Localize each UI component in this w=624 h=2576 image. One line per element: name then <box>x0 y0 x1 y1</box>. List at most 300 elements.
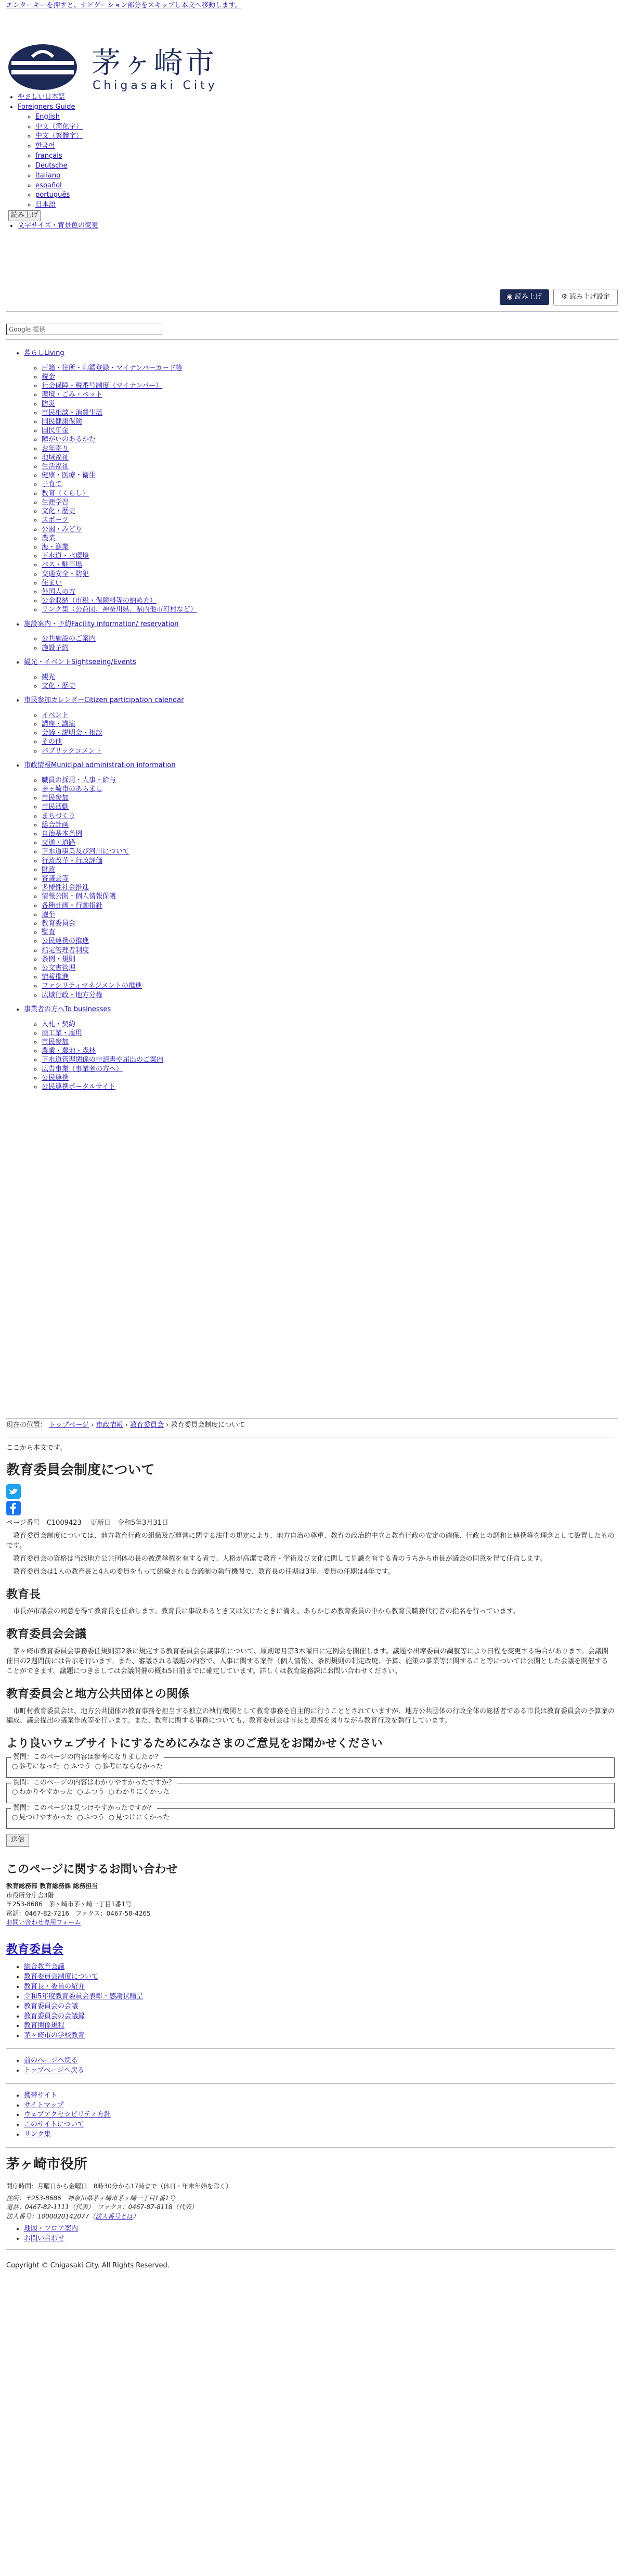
gnav-item <box>42 991 624 1000</box>
contact-office: 市役所分庁舎3階 <box>6 1891 54 1899</box>
gnav-item <box>42 507 624 516</box>
gnav-item-link[interactable]: 市民相談・消費生活 <box>42 409 103 417</box>
top-nav <box>0 93 98 231</box>
gnav-item-link[interactable]: 国民年金 <box>42 427 69 435</box>
radio-label[interactable]: わかりにくかった <box>115 1788 170 1796</box>
gnav-item <box>42 462 624 471</box>
gnav-item <box>42 480 624 489</box>
language-link[interactable]: español <box>35 181 62 189</box>
gnav-item <box>42 516 624 525</box>
gnav-item <box>42 1038 624 1047</box>
gnav-item-link[interactable]: その他 <box>42 738 62 746</box>
foreigners-guide-link[interactable]: Foreigners Guide <box>18 103 75 111</box>
contact-postal: 〒253-8686 茅ヶ崎市茅ヶ崎一丁目1番1号 <box>6 1901 132 1908</box>
gnav-item-link[interactable]: 文化・歴史 <box>42 682 76 690</box>
gnav-item-link[interactable]: 選挙 <box>42 910 56 919</box>
page-meta: ページ番号 C1009423 更新日 令和5年3月31日 <box>6 1519 168 1527</box>
gnav-item-link[interactable]: 障がいのあるかた <box>42 436 96 444</box>
gnav-item <box>42 390 624 399</box>
footer-address: 住所：〒253-8686 神奈川県茅ヶ崎市茅ヶ崎一丁目1番1号 <box>6 2195 176 2202</box>
radio-label[interactable]: 参考になった <box>19 1763 60 1771</box>
gnav-item-link[interactable]: ファシリティマネジメントの推進 <box>42 982 142 990</box>
radio-label[interactable]: 参考にならなかった <box>102 1763 163 1771</box>
related-item <box>24 1982 615 1992</box>
read-aloud-button[interactable]: 読み上げ <box>8 210 41 221</box>
footer-nav-link[interactable]: リンク集 <box>24 2131 51 2139</box>
gnav-item <box>42 955 624 964</box>
gnav-item <box>42 417 624 426</box>
gnav-item <box>42 973 624 981</box>
gnav-item <box>42 634 624 643</box>
page-nav-link[interactable]: 前のページへ戻る <box>24 2057 78 2065</box>
gnav-item-link[interactable]: 環境・ごみ・ペット <box>42 391 103 399</box>
related-item <box>24 2012 615 2022</box>
gnav-item-link[interactable]: 公民連携 <box>42 1074 69 1082</box>
related-item <box>24 2002 615 2012</box>
radio-label[interactable]: ふつう <box>84 1813 105 1821</box>
gnav-item-link[interactable]: 交通安全・防犯 <box>42 570 89 578</box>
gnav-item <box>42 471 624 480</box>
footer-nav-link[interactable]: サイトマップ <box>24 2101 64 2109</box>
gnav-category-link[interactable]: 暮らしLiving <box>24 349 64 357</box>
gnav-category <box>24 620 624 653</box>
text-size-link[interactable]: 文字サイズ・背景色の変更 <box>18 221 98 229</box>
gnav-item <box>42 426 624 435</box>
gnav-item-link[interactable]: 総合計画 <box>42 821 69 829</box>
read-button[interactable] <box>500 289 550 305</box>
gnav-category <box>24 1005 624 1091</box>
footer-address-block <box>6 2194 615 2221</box>
footer-title: 茅ヶ崎市役所 <box>6 2156 88 2172</box>
gnav-item-link[interactable]: 入札・契約 <box>42 1020 76 1028</box>
language-item <box>35 181 98 191</box>
related-heading-link[interactable]: 教育委員会 <box>6 1943 64 1957</box>
gnav-item <box>42 534 624 543</box>
gnav-item-link[interactable]: 審議会等 <box>42 874 69 883</box>
gnav-item <box>42 373 624 381</box>
gnav-category <box>24 696 624 756</box>
gnav-item-link[interactable]: パブリックコメント <box>42 747 102 755</box>
gnav-item-link[interactable]: 広告事業（事業者の方へ） <box>42 1065 123 1073</box>
related-item <box>24 2021 615 2031</box>
intro-para: 教育委員会の資格は当該地方公共団体の長の被選挙権を有する者で、人格が高潔で教育・学術及び文化に関して見識を有する者のうちから市長が議会の同意を得て任命します。 <box>13 1554 547 1563</box>
tool-buttons <box>498 289 618 305</box>
language-link[interactable]: 中文（简化字） <box>35 122 83 131</box>
breadcrumb-link[interactable]: 市政情報 <box>96 1421 123 1429</box>
page-nav-item <box>24 2056 615 2066</box>
gnav-item <box>42 498 624 507</box>
survey-question-legend: 質問：このページは見つけやすかったですか？ <box>11 1804 157 1814</box>
corp-number-link[interactable]: 法人番号とは <box>95 2212 133 2220</box>
gnav-item-link[interactable]: 公民連携ポータルサイト <box>42 1083 116 1091</box>
radio-button[interactable]: ○ <box>108 1788 115 1796</box>
top-nav-easy <box>18 93 98 103</box>
gnav-item <box>42 928 624 937</box>
radio-button[interactable]: ○ <box>12 1763 18 1771</box>
related-link[interactable]: 令和5年度教育委員会表彰・感謝状贈呈 <box>24 1992 144 2000</box>
section-text: 市長が市議会の同意を得て教育長を任命します。教育長に事故あるとき又は欠けたときに備え、あらかじめ教育委員の中から教育長職務代行者の指名を行っています。 <box>13 1608 519 1616</box>
read-button-label: 読み上げ <box>515 293 542 301</box>
gnav-item <box>42 673 624 682</box>
gnav-item-link[interactable]: 会議・説明会・相談 <box>42 729 103 737</box>
contact-tel: 電話：0467-82-7216 ファクス：0467-58-4265 <box>6 1909 151 1917</box>
radio-button[interactable]: ○ <box>12 1788 18 1796</box>
radio-button[interactable]: ○ <box>77 1813 83 1821</box>
radio-label[interactable]: ふつう <box>84 1788 105 1796</box>
gnav-item <box>42 381 624 390</box>
language-item <box>35 122 98 132</box>
gnav-item <box>42 1074 624 1082</box>
gnav-item <box>42 579 624 588</box>
gnav-item-link[interactable]: 職員の採用・人事・給与 <box>42 776 116 784</box>
gnav-item <box>42 1020 624 1029</box>
language-item <box>35 190 98 200</box>
gnav-item <box>42 1047 624 1055</box>
language-link[interactable]: italiano <box>35 171 61 180</box>
gnav-item <box>42 570 624 579</box>
related-link[interactable]: 教育委員会制度について <box>24 1973 98 1981</box>
map-link[interactable]: 地図・フロア案内 <box>24 2225 79 2233</box>
gnav-item <box>42 543 624 552</box>
page-nav-link[interactable]: トップページへ戻る <box>24 2066 84 2074</box>
gnav-item <box>42 892 624 901</box>
gnav-item <box>42 830 624 838</box>
footer-links <box>6 2091 615 2140</box>
corp-number: 法人番号：1000020142077（ <box>6 2212 96 2220</box>
language-link[interactable]: português <box>35 191 70 199</box>
breadcrumb-separator: › <box>123 1421 130 1429</box>
gnav-item <box>42 919 624 928</box>
global-nav <box>6 349 624 1096</box>
breadcrumb-link[interactable]: 教育委員会 <box>129 1421 164 1429</box>
gnav-item-link[interactable]: 多様性社会推進 <box>42 884 89 892</box>
gnav-category-link[interactable]: 観光・イベントSightseeing/Events <box>24 658 136 666</box>
language-item <box>35 132 98 142</box>
breadcrumb <box>6 1421 615 1431</box>
gear-icon: ⚙ <box>561 293 569 301</box>
gnav-item-link[interactable]: 情報公開・個人情報保護 <box>42 892 116 901</box>
gnav-item <box>42 453 624 462</box>
read-settings-button[interactable] <box>553 289 618 305</box>
gnav-item <box>42 444 624 453</box>
gnav-item <box>42 682 624 691</box>
gnav-sublist <box>24 776 624 1000</box>
related-link[interactable]: 教育長・委員の紹介 <box>24 1983 85 1991</box>
gnav-item-link[interactable]: 茅ヶ崎市のあらまし <box>42 785 103 793</box>
gnav-item-link[interactable]: 各種計画・行動指針 <box>42 901 103 910</box>
gnav-item-link[interactable]: 教育（くらし） <box>42 489 89 498</box>
radio-label[interactable]: 見つけやすかった <box>19 1813 73 1821</box>
gnav-item <box>42 901 624 910</box>
gnav-item <box>42 865 624 874</box>
footer-nav-item <box>24 2120 615 2130</box>
gnav-item <box>42 596 624 605</box>
gnav-item <box>42 644 624 653</box>
gnav-item <box>42 776 624 785</box>
gnav-category-link[interactable]: 事業者の方へTo businesses <box>24 1005 111 1013</box>
read-settings-label: 読み上げ設定 <box>569 293 610 301</box>
gnav-item <box>42 720 624 729</box>
page-nav-item <box>24 2066 615 2076</box>
gnav-category-link[interactable]: 市政情報Municipal administration information <box>24 761 176 769</box>
gnav-item-link[interactable]: 条例・規則 <box>42 955 76 963</box>
intro-para: 教育委員会は1人の教育長と4人の委員をもって組織される合議制の執行機関で、教育長の任期は3年、委員の任期は4年です。 <box>13 1567 395 1576</box>
gnav-item-link[interactable]: 情報推進 <box>42 973 69 981</box>
breadcrumb-separator: › <box>163 1421 171 1429</box>
related-link[interactable]: 総合教育会議 <box>24 1963 65 1971</box>
gnav-item-link[interactable]: 下水道事業及び河川について <box>42 848 129 856</box>
site-header <box>0 12 624 92</box>
radio-button[interactable]: ○ <box>12 1813 18 1821</box>
footer-nav-item <box>24 2091 615 2101</box>
gnav-item <box>42 435 624 444</box>
survey-question-legend: 質問：このページの内容は参考になりましたか？ <box>11 1753 164 1763</box>
submit-button[interactable]: 送信 <box>6 1834 29 1847</box>
gnav-item-link[interactable]: まちづくり <box>42 812 75 820</box>
language-item <box>35 112 98 122</box>
radio-button[interactable]: ○ <box>95 1763 101 1771</box>
footer-hours: 開庁時間：月曜日から金曜日 8時30分から17時まで（休日・年末年始を除く） <box>6 2182 232 2190</box>
gnav-item <box>42 946 624 955</box>
language-item <box>35 200 98 210</box>
corp-number-end: ） <box>133 2212 139 2220</box>
gnav-item-link[interactable]: 交通・道路 <box>42 839 76 847</box>
section-text: 市町村教育委員会は、地方公共団体の教育事務を担当する独立の執行機関として教育事務を自主的に行うこととされていますが、地方公共団体の行政全体の総括者である市長は教育委員会の予算案の編成、議会提出の議案作成等を行います。また、教育に関する事務についても、教育委員会は市長と連携を図りながら教育行政を執行しています。 <box>6 1707 615 1725</box>
gnav-item-link[interactable]: スポーツ <box>42 516 69 525</box>
related-list <box>6 1962 615 2041</box>
radio-label[interactable]: ふつう <box>70 1763 91 1771</box>
inquiry-link[interactable]: お問い合わせ <box>24 2235 65 2243</box>
gnav-item-link[interactable]: 下水道・水環境 <box>42 552 89 560</box>
gnav-item-link[interactable]: 講座・講演 <box>42 720 76 729</box>
contact-dept: 教育総務部 教育総務課 総務担当 <box>6 1882 98 1890</box>
gnav-item-link[interactable]: 観光 <box>42 673 56 681</box>
gnav-item-link[interactable]: 生涯学習 <box>42 498 69 506</box>
survey-form <box>6 1753 615 1829</box>
footer-sub-item <box>24 2234 615 2244</box>
gnav-item <box>42 605 624 614</box>
gnav-item-link[interactable]: 下水道管理関係の申請書や届出のご案内 <box>42 1056 164 1064</box>
gnav-item <box>42 560 624 569</box>
main-content <box>6 1421 615 2271</box>
gnav-item-link[interactable]: リンク集（公益団、神奈川県、県内他市町村など） <box>42 606 197 614</box>
gnav-category-link[interactable]: 市民参加カレンダーCitizen participation calendar <box>24 696 184 705</box>
footer-corp <box>6 2212 615 2221</box>
page-title: 教育委員会制度について <box>6 1462 155 1478</box>
gnav-item-link[interactable]: 公民連携の推進 <box>42 937 89 946</box>
gnav-item <box>42 400 624 409</box>
gnav-item-link[interactable]: 生活福祉 <box>42 463 69 471</box>
gnav-item-link[interactable]: 税金 <box>42 373 56 381</box>
gnav-item <box>42 857 624 865</box>
gnav-item-link[interactable]: 子育て <box>42 480 62 489</box>
language-link[interactable]: 中文（繁體字） <box>35 132 83 141</box>
related-item <box>24 1972 615 1982</box>
related-link[interactable]: 教育委員会の会議 <box>24 2002 79 2010</box>
footer-nav-item <box>24 2101 615 2111</box>
gnav-item <box>42 552 624 560</box>
radio-button[interactable]: ○ <box>77 1788 83 1796</box>
gnav-item <box>42 489 624 498</box>
easy-japanese-link[interactable]: やさしい日本語 <box>18 93 66 101</box>
speaker-icon: ◉ <box>506 293 515 301</box>
gnav-item-link[interactable]: 財政 <box>42 865 56 874</box>
gnav-item-link[interactable]: 市民活動 <box>42 803 69 811</box>
language-item <box>35 142 98 151</box>
gnav-item-link[interactable]: 市民参加 <box>42 1038 69 1047</box>
language-item <box>35 151 98 161</box>
gnav-item <box>42 525 624 534</box>
breadcrumb-prefix: 現在の位置： <box>6 1421 47 1429</box>
gnav-item <box>42 1029 624 1038</box>
gnav-category <box>24 761 624 1000</box>
gnav-item-link[interactable]: 監査 <box>42 928 56 937</box>
gnav-item <box>42 981 624 990</box>
gnav-item-link[interactable]: 教育委員会 <box>42 919 76 927</box>
copyright: Copyright © Chigasaki City. All Rights Reserved. <box>6 2261 170 2269</box>
gnav-item-link[interactable]: 広域行政・地方分権 <box>42 991 103 999</box>
gnav-item <box>42 588 624 596</box>
twitter-icon[interactable] <box>6 1484 21 1499</box>
related-link[interactable]: 教育委員会の会議録 <box>24 2012 85 2020</box>
gnav-item-link[interactable]: 行政改革・行政評価 <box>42 857 103 865</box>
breadcrumb-link[interactable]: トップページ <box>49 1421 89 1429</box>
footer-nav-link[interactable]: 携帯サイト <box>24 2091 58 2099</box>
gnav-item-link[interactable]: 文化・歴史 <box>42 507 76 516</box>
gnav-item <box>42 1065 624 1074</box>
gnav-item <box>42 812 624 821</box>
facebook-icon[interactable] <box>6 1501 21 1515</box>
gnav-item <box>42 729 624 737</box>
gnav-item-link[interactable]: 公園・みどり <box>42 525 83 533</box>
gnav-item-link[interactable]: 農業 <box>42 534 56 542</box>
footer-nav-item <box>24 2130 615 2140</box>
top-nav-textsize <box>18 221 98 231</box>
section-heading: 教育長 <box>6 1588 41 1601</box>
language-item <box>35 161 98 171</box>
gnav-item <box>42 847 624 856</box>
gnav-sublist <box>24 634 624 652</box>
radio-label[interactable]: わかりやすかった <box>19 1788 73 1796</box>
footer-sub-item <box>24 2224 615 2234</box>
gnav-item-link[interactable]: 地域福祉 <box>42 453 69 462</box>
radio-button[interactable]: ○ <box>63 1763 70 1771</box>
language-list <box>18 112 98 210</box>
gnav-category-link[interactable]: 施設案内・予約Facility information/ reservation <box>24 620 179 628</box>
related-link[interactable]: 茅ヶ崎市の学校教育 <box>24 2032 85 2040</box>
gnav-item-link[interactable]: 国民健康保険 <box>42 418 83 426</box>
gnav-item-link[interactable]: 戸籍・住所・印鑑登録・マイナンバーカード等 <box>42 364 183 372</box>
gnav-item <box>42 874 624 883</box>
city-logo-icon[interactable] <box>6 41 79 93</box>
radio-button[interactable]: ○ <box>108 1813 115 1821</box>
gnav-sublist <box>24 1020 624 1092</box>
gnav-item-link[interactable]: バス・駐車場 <box>42 561 83 569</box>
language-link[interactable]: Deutsche <box>35 161 68 170</box>
top-nav-foreign <box>18 103 98 210</box>
gnav-item-link[interactable]: 海・漁業 <box>42 543 69 551</box>
page-links <box>6 2056 615 2076</box>
language-link[interactable]: 한국어 <box>35 142 55 150</box>
contact-heading: このページに関するお問い合わせ <box>6 1863 178 1876</box>
survey-question <box>6 1804 615 1829</box>
footer-phone: 電話：0467-82-1111（代表） ファクス：0467-87-8118（代表） <box>6 2203 198 2211</box>
gnav-item-link[interactable]: 外国人の方 <box>42 588 76 596</box>
skip-link[interactable]: エンターキーを押すと、ナビゲーション部分をスキップし本文へ移動します。 <box>6 2 242 9</box>
gnav-item-link[interactable]: 公文書管理 <box>42 964 76 972</box>
gnav-item <box>42 802 624 811</box>
breadcrumb-separator: › <box>89 1421 96 1429</box>
gnav-item-link[interactable]: 健康・医療・衛生 <box>42 471 96 480</box>
top-nav-read <box>8 210 98 221</box>
language-item <box>35 171 98 181</box>
main-start: ここから本文です。 <box>6 1444 67 1452</box>
breadcrumb-current: 教育委員会制度について <box>171 1421 245 1429</box>
gnav-item-link[interactable]: イベント <box>42 711 69 719</box>
gnav-item <box>42 737 624 746</box>
gnav-item <box>42 910 624 919</box>
language-link[interactable]: English <box>35 112 60 121</box>
gnav-category <box>24 349 624 615</box>
search-input[interactable]: Google 提供 <box>6 324 162 335</box>
gnav-item <box>42 409 624 417</box>
gnav-item-link[interactable]: 公共施設のご案内 <box>42 635 96 643</box>
gnav-item-link[interactable]: お年寄り <box>42 444 69 453</box>
gnav-item <box>42 1082 624 1091</box>
related-link[interactable]: 教育関係規程 <box>24 2022 65 2030</box>
footer-nav-item <box>24 2110 615 2120</box>
related-item <box>24 1962 615 1972</box>
gnav-item <box>42 964 624 973</box>
section-heading: 教育委員会会議 <box>6 1628 87 1641</box>
contact-form-link[interactable]: お問い合わせ専用フォーム <box>6 1919 81 1927</box>
survey-question <box>6 1779 615 1803</box>
gnav-sublist <box>24 711 624 756</box>
gnav-category <box>24 658 624 691</box>
gnav-item <box>42 821 624 830</box>
gnav-item <box>42 785 624 794</box>
survey-heading: より良いウェブサイトにするためにみなさまのご意見をお聞かせください <box>6 1737 383 1751</box>
gnav-item <box>42 747 624 756</box>
gnav-item-link[interactable]: 社会保障・税番号制度（マイナンバー） <box>42 382 163 390</box>
related-item <box>24 1992 615 2002</box>
gnav-item-link[interactable]: 市民参加 <box>42 794 69 802</box>
gnav-sublist <box>24 673 624 691</box>
gnav-item-link[interactable]: 指定管理者制度 <box>42 946 89 954</box>
gnav-item-link[interactable]: 自治基本条例 <box>42 830 83 838</box>
gnav-item <box>42 937 624 946</box>
footer-nav-link[interactable]: ウェブアクセシビリティ方針 <box>24 2111 111 2119</box>
section-text: 茅ヶ崎市教育委員会事務委任規則第2条に規定する教育委員会会議事項について、原則毎月第3木曜日に定例会を開催します。議題や出席委員の調整等により日程を変更する場合があります。会議開催日の2週間前には告示を行います。また、審議される議題の内容で、人事に関する案件（個人情報）、条例規則の制定改廃、予算、施策の事業等に関すること等については公開とした会議を開催することができます。議題につきましては会議開催の概ね5日前までに確定しています。詳しくは教育総務課にお問い合わせください。 <box>6 1648 608 1675</box>
site-title-jp[interactable]: 茅ヶ崎市 <box>92 46 216 80</box>
language-link[interactable]: français <box>35 152 62 160</box>
survey-question <box>6 1753 615 1778</box>
language-link[interactable]: 日本語 <box>35 201 56 209</box>
contact-block <box>6 1882 615 1927</box>
gnav-item-link[interactable]: 防災 <box>42 400 56 408</box>
gnav-item-link[interactable]: 公金収納（市税・保険料等の納め方） <box>42 597 157 605</box>
radio-label[interactable]: 見つけにくかった <box>115 1813 170 1821</box>
gnav-item-link[interactable]: 施設予約 <box>42 644 69 652</box>
gnav-item-link[interactable]: 住まい <box>42 579 62 587</box>
gnav-item <box>42 794 624 802</box>
gnav-item <box>42 1055 624 1064</box>
related-item <box>24 2031 615 2041</box>
gnav-item <box>42 838 624 847</box>
gnav-item-link[interactable]: 商工業・雇用 <box>42 1029 83 1037</box>
footer-nav-link[interactable]: このサイトについて <box>24 2121 84 2129</box>
gnav-item-link[interactable]: 農業・農地・森林 <box>42 1047 96 1055</box>
